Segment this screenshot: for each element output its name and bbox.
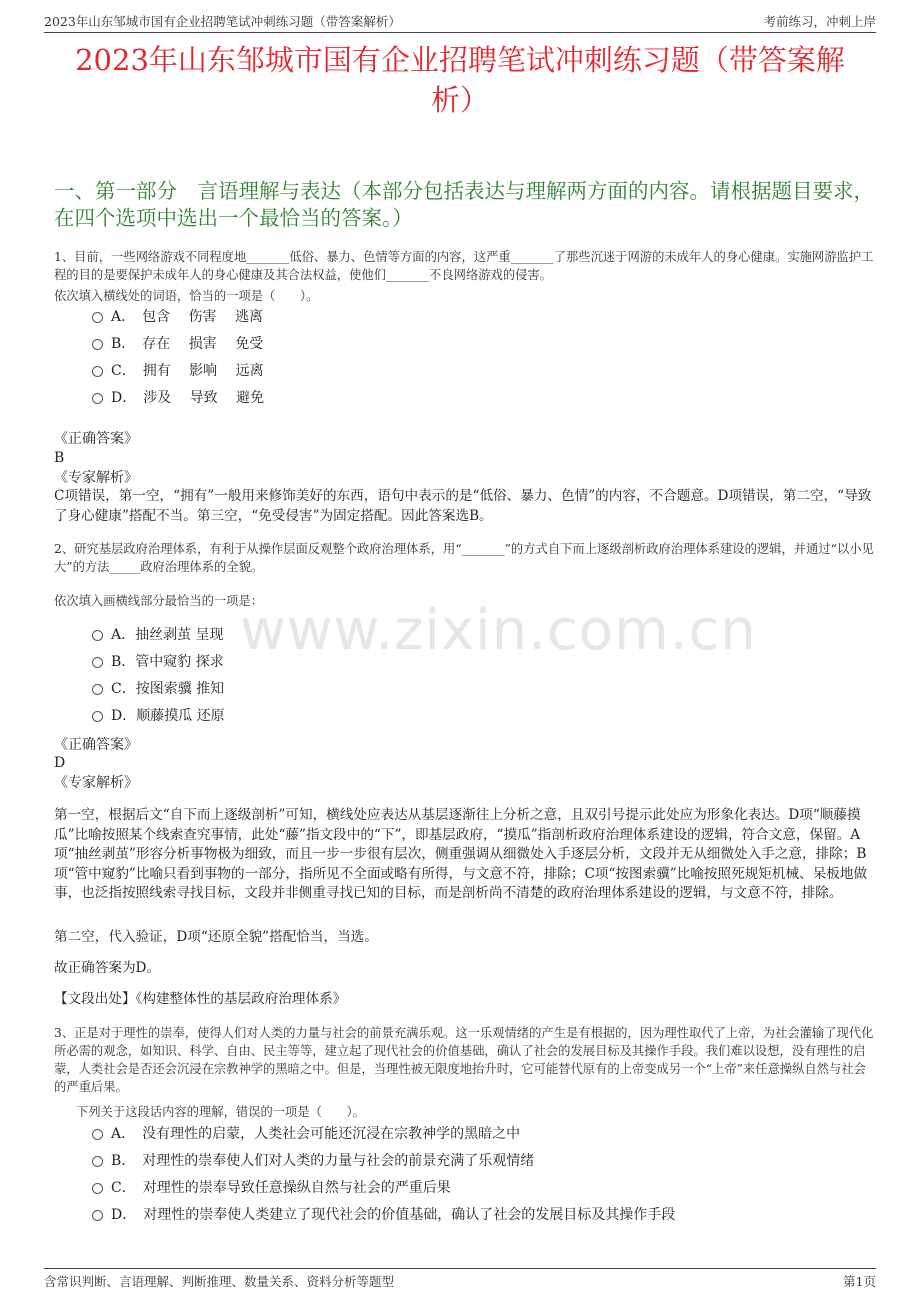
page-title: [44, 40, 876, 120]
question-1-answer-label: 《正确答案》: [54, 431, 138, 447]
question-1-prompt: 依次填入横线处的词语，恰当的一项是（ ）。: [54, 289, 319, 303]
question-3-option-b[interactable]: B． 对理性的崇奉使人们对人类的力量与社会的前景充满了乐观情绪: [92, 1150, 534, 1172]
question-3-prompt: 下列关于这段话内容的理解，错误的一项是（ ）。: [76, 1105, 365, 1119]
radio-icon[interactable]: [92, 711, 103, 722]
radio-icon[interactable]: [92, 1183, 103, 1194]
question-2-option-c[interactable]: C．按图索骥 推知: [92, 678, 224, 700]
page-title-line-1: 2023年山东邹城市国有企业招聘笔试冲刺练习题（带答案解: [75, 43, 845, 77]
question-1-analysis-label: 《专家解析》: [54, 470, 138, 486]
footer-description: 含常识判断、言语理解、判断推理、数量关系、资料分析等题型: [44, 1274, 395, 1289]
radio-icon[interactable]: [92, 339, 103, 350]
question-2-analysis-label: 《专家解析》: [54, 775, 138, 791]
question-1-stem: 1、目前，一些网络游戏不同程度地_______低俗、暴力、色情等方面的内容，这严重_______了那些沉迷于网游的未成年人的身心健康。实施网游监护工程的目的是要保护未成年人的身心健康及其合法权益，使他们_______不良网络游戏的侵害。: [54, 250, 874, 282]
question-2-option-b[interactable]: B．管中窥豹 探求: [92, 651, 224, 673]
question-2-prompt: 依次填入画横线部分最恰当的一项是：: [54, 594, 264, 608]
radio-icon[interactable]: [92, 1156, 103, 1167]
question-1-option-d[interactable]: D． 涉及 导致 避免: [92, 387, 264, 409]
header-divider: [44, 32, 876, 33]
question-2-analysis-paragraph-2: 第二空，代入验证，D项“还原全貌”搭配恰当，当选。: [54, 929, 378, 945]
radio-icon[interactable]: [92, 366, 103, 377]
radio-icon[interactable]: [92, 630, 103, 641]
question-2-analysis-paragraph-3: 故正确答案为D。: [54, 960, 161, 976]
question-2-answer: D: [54, 755, 66, 771]
question-3-option-c[interactable]: C． 对理性的崇奉导致任意操纵自然与社会的严重后果: [92, 1177, 451, 1199]
question-2-analysis-paragraph-1: 第一空，根据后文“自下而上逐级剖析”可知，横线处应表达从基层逐渐往上分析之意，且双引号提示此处应为形象化表达。D项“顺藤摸瓜”比喻按照某个线索查究事情，此处“藤”指文段中的“下”，即基层政府，“摸瓜”指剖析政府治理体系建设的逻辑，符合文意，保留。A项“抽丝剥茧”形容分析事物极为细致，而且一步一步很有层次，侧重强调从细微处入手逐层分析，文段并无从细微处入手之意，排除；B项“管中窥豹”比喻只看到事物的一部分，指所见不全面或略有所得，与文意不符，排除；C项“按图索骥”比喻按照死规矩机械、呆板地做事，也泛指按照线索寻找目标，文段并非侧重寻找已知的目标，而是剖析尚不清楚的政府治理体系建设的逻辑，与文意不符，排除。: [54, 807, 868, 901]
question-2-answer-label: 《正确答案》: [54, 737, 138, 753]
question-2-option-a[interactable]: A．抽丝剥茧 呈现: [92, 624, 224, 646]
question-2-option-d[interactable]: D．顺藤摸瓜 还原: [92, 705, 225, 727]
radio-icon[interactable]: [92, 1129, 103, 1140]
question-3-option-d[interactable]: D． 对理性的崇奉使人类建立了现代社会的价值基础，确认了社会的发展目标及其操作手段: [92, 1204, 675, 1226]
question-3-stem: 3、正是对于理性的崇奉，使得人们对人类的力量与社会的前景充满乐观。这一乐观情绪的产生是有根据的，因为理性取代了上帝，为社会灌输了现代化所必需的观念，如知识、科学、自由、民主等等，建立起了现代社会的价值基础，确认了社会的发展目标及其操作手段。我们难以设想，没有理性的启蒙，人类社会是否还会沉浸在宗教神学的黑暗之中。但是，当理性被无限度地抬升时，它可能替代原有的上帝变成另一个“上帝”来任意操纵自然与社会的严重后果。: [54, 1026, 874, 1094]
radio-icon[interactable]: [92, 657, 103, 668]
footer-divider: [44, 1268, 876, 1269]
radio-icon[interactable]: [92, 1210, 103, 1221]
radio-icon[interactable]: [92, 312, 103, 323]
watermark: www.zixin.com.cn: [240, 598, 757, 663]
question-1-option-c[interactable]: C． 拥有 影响 远离: [92, 360, 264, 382]
question-2-stem: 2、研究基层政府治理体系，有利于从操作层面反观整个政府治理体系，用“_______”的方式自下而上逐级剖析政府治理体系建设的逻辑，并通过“以小见大”的方法_____政府治理体系的全貌。: [54, 542, 874, 574]
question-2-source: 【文段出处】《构建整体性的基层政府治理体系》: [54, 991, 347, 1007]
question-1-option-a[interactable]: A． 包含 伤害 逃离: [92, 306, 263, 328]
question-1-analysis: C项错误，第一空，“拥有”一般用来修饰美好的东西，语句中表示的是“低俗、暴力、色情”的内容，不合题意。D项错误，第二空，“导致了身心健康”搭配不当。第三空，“免受侵害”为固定搭配。因此答案选B。: [54, 488, 872, 524]
header-title: 2023年山东邹城市国有企业招聘笔试冲刺练习题（带答案解析）: [44, 14, 401, 29]
section-heading: 一、第一部分 言语理解与表达（本部分包括表达与理解两方面的内容。请根据题目要求，在四个选项中选出一个最恰当的答案。）: [54, 179, 874, 230]
page-number: 第1页: [843, 1274, 876, 1289]
page-title-line-2: 析）: [430, 83, 489, 117]
radio-icon[interactable]: [92, 393, 103, 404]
question-1-answer: B: [54, 450, 65, 466]
question-1-option-b[interactable]: B． 存在 损害 免受: [92, 333, 263, 355]
radio-icon[interactable]: [92, 684, 103, 695]
question-3-option-a[interactable]: A． 没有理性的启蒙，人类社会可能还沉浸在宗教神学的黑暗之中: [92, 1123, 520, 1145]
header-slogan: 考前练习，冲刺上岸: [763, 14, 876, 29]
